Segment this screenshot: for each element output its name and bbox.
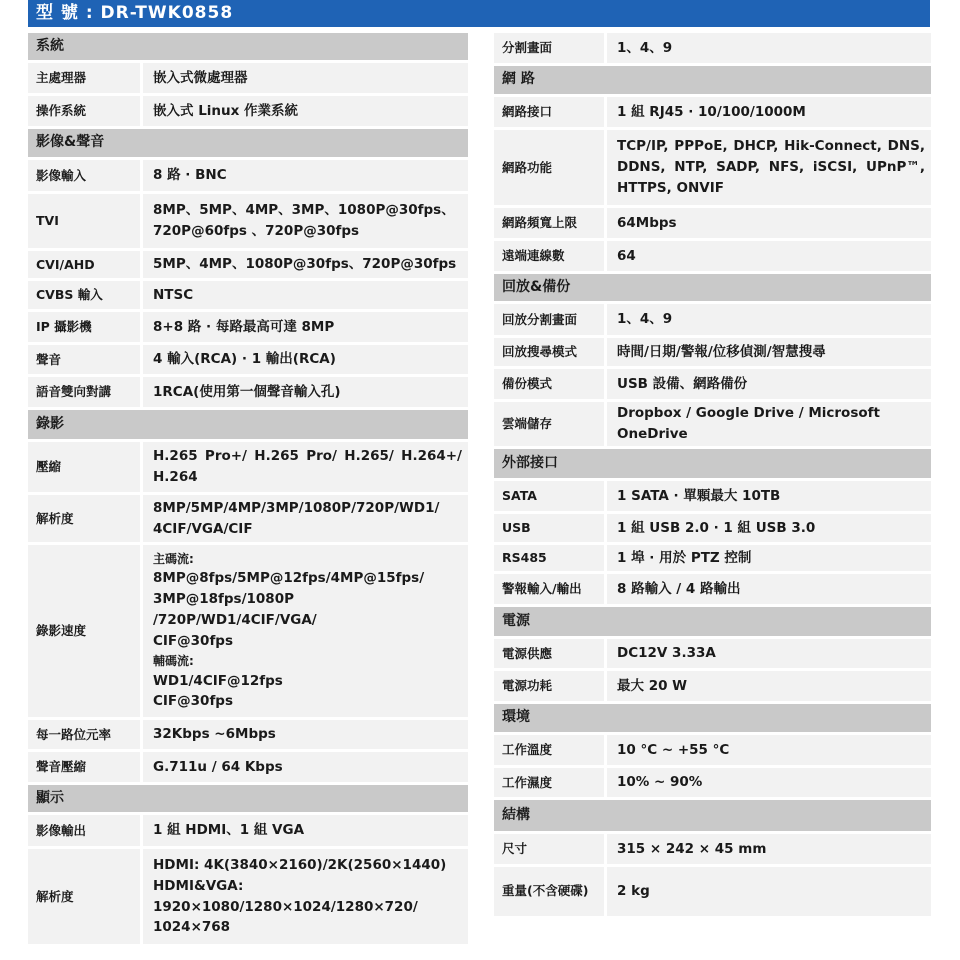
spec-row-record-rate [28, 545, 468, 720]
spec-label: 遠端連線數 [494, 241, 607, 271]
spec-row-operating-temp [494, 735, 931, 768]
spec-label: 解析度 [28, 849, 143, 944]
spec-value-line: Dropbox / Google Drive / Microsoft [617, 405, 880, 422]
spec-value: 10 °C ~ +55 °C [607, 735, 931, 765]
spec-label: 影像輸入 [28, 160, 143, 191]
spec-label: 分割畫面 [494, 33, 607, 63]
spec-row-two-way-talk [28, 377, 468, 410]
spec-value-line: WD1/4CIF@12fps [153, 672, 283, 689]
spec-row-playback-search [494, 338, 931, 369]
spec-row-remote-connections [494, 241, 931, 274]
spec-label: RS485 [494, 545, 607, 571]
spec-value: 5MP、4MP、1080P@30fps、720P@30fps [143, 251, 468, 278]
spec-value-line: 1920×1080/1280×1024/1280×720/ [153, 898, 418, 915]
spec-value: 1 埠 · 用於 PTZ 控制 [607, 545, 931, 571]
spec-value: G.711u / 64 Kbps [143, 752, 468, 782]
section-header-structure: 結構 [494, 800, 931, 834]
spec-label: IP 攝影機 [28, 312, 143, 342]
spec-row-video-input [28, 160, 468, 194]
spec-value-line: OneDrive [617, 426, 688, 442]
spec-label: 網路接口 [494, 97, 607, 127]
spec-row-bitrate [28, 720, 468, 752]
spec-value: 2 kg [607, 867, 931, 916]
spec-row-network-functions [494, 130, 931, 208]
spec-label: 雲端儲存 [494, 402, 607, 446]
model-title: 型 號 : DR-TWK0858 [28, 0, 930, 27]
spec-value: DC12V 3.33A [607, 639, 931, 668]
spec-label: 語音雙向對講 [28, 377, 143, 407]
spec-label: 備份模式 [494, 369, 607, 399]
spec-label: 網路頻寬上限 [494, 208, 607, 238]
spec-row-cpu [28, 63, 468, 96]
spec-value-line: TCP/IP, PPPoE, DHCP, Hik-Connect, DNS, [617, 138, 925, 155]
spec-value: 1、4、9 [607, 304, 931, 335]
spec-row-sata [494, 481, 931, 514]
spec-value [607, 130, 931, 205]
spec-label: CVBS 輸入 [28, 281, 143, 309]
spec-value: USB 設備、網路備份 [607, 369, 931, 399]
spec-value-line: 8MP@8fps/5MP@12fps/4MP@15fps/ [153, 570, 425, 587]
section-header-display: 顯示 [28, 785, 468, 815]
spec-value-line: HDMI: 4K(3840×2160)/2K(2560×1440) [153, 856, 447, 873]
spec-value-line: H.265 Pro+/ H.265 Pro/ H.265/ H.264+/ [153, 448, 462, 465]
spec-label: 錄影速度 [28, 545, 143, 717]
spec-row-cvi-ahd [28, 251, 468, 281]
spec-value-line: 3MP@18fps/1080P /720P/WD1/4CIF/VGA/ [153, 591, 317, 629]
section-header-playback: 回放&備份 [494, 274, 931, 304]
spec-value: 1 組 USB 2.0 · 1 組 USB 3.0 [607, 514, 931, 542]
spec-row-weight [494, 867, 931, 919]
spec-value: NTSC [143, 281, 468, 309]
spec-label: 回放搜尋模式 [494, 338, 607, 366]
spec-row-network-port [494, 97, 931, 130]
section-header-recording: 錄影 [28, 410, 468, 442]
spec-label: 聲音壓縮 [28, 752, 143, 782]
spec-value-line: 8MP/5MP/4MP/3MP/1080P/720P/WD1/ [153, 499, 440, 516]
spec-row-compression [28, 442, 468, 495]
spec-label: 聲音 [28, 345, 143, 374]
spec-value-line: CIF@30fps [153, 633, 234, 649]
spec-value-line: 720P@60fps 、720P@30fps [153, 223, 360, 239]
spec-label: 重量(不含硬碟) [494, 867, 607, 916]
spec-row-usb [494, 514, 931, 545]
spec-label: 壓縮 [28, 442, 143, 492]
spec-value [143, 495, 468, 542]
spec-value [607, 402, 931, 446]
section-header-environment: 環境 [494, 704, 931, 735]
spec-label: TVI [28, 194, 143, 248]
spec-row-cvbs [28, 281, 468, 312]
spec-value: 時間/日期/警報/位移偵測/智慧搜尋 [607, 338, 931, 366]
spec-label: 警報輸入/輸出 [494, 574, 607, 604]
spec-row-alarm-io [494, 574, 931, 607]
spec-value-line: DDNS, NTP, SADP, NFS, iSCSI, UPnP™, [617, 159, 925, 176]
spec-row-backup-mode [494, 369, 931, 402]
spec-row-power-consumption [494, 671, 931, 704]
spec-value [143, 545, 468, 717]
spec-value: 315 × 242 × 45 mm [607, 834, 931, 864]
spec-value: 10% ~ 90% [607, 768, 931, 797]
spec-label: 工作溫度 [494, 735, 607, 765]
section-header-power: 電源 [494, 607, 931, 639]
spec-row-dimensions [494, 834, 931, 867]
spec-value: 64Mbps [607, 208, 931, 238]
spec-value-line: 1024×768 [153, 919, 231, 936]
spec-label: USB [494, 514, 607, 542]
spec-value-line: H.264 [153, 469, 198, 485]
spec-value-line: HDMI&VGA: [153, 877, 244, 894]
spec-value: 8 路 · BNC [143, 160, 468, 191]
spec-value-line: CIF@30fps [153, 693, 234, 710]
section-header-external-ports: 外部接口 [494, 449, 931, 481]
spec-label: 解析度 [28, 495, 143, 542]
spec-value: 8 路輸入 / 4 路輸出 [607, 574, 931, 604]
spec-value [143, 442, 468, 492]
spec-value: 4 輸入(RCA) · 1 輸出(RCA) [143, 345, 468, 374]
section-header-av: 影像&聲音 [28, 129, 468, 160]
spec-row-audio [28, 345, 468, 377]
spec-value: 最大 20 W [607, 671, 931, 701]
spec-row-tvi [28, 194, 468, 251]
spec-value: 64 [607, 241, 931, 271]
spec-label: 影像輸出 [28, 815, 143, 846]
spec-value: 32Kbps ~6Mbps [143, 720, 468, 749]
spec-row-rs485 [494, 545, 931, 574]
spec-label: 工作濕度 [494, 768, 607, 797]
section-header-network: 網 路 [494, 66, 931, 97]
spec-value-line: 8MP、5MP、4MP、3MP、1080P@30fps、 [153, 202, 455, 219]
spec-value-line: 4CIF/VGA/CIF [153, 520, 253, 537]
section-header-system: 系統 [28, 33, 468, 63]
sub-stream-title: 輔碼流: [153, 653, 194, 668]
spec-value [143, 194, 468, 248]
spec-label: 每一路位元率 [28, 720, 143, 749]
spec-value: 1 SATA · 單顆最大 10TB [607, 481, 931, 511]
spec-value: 1 組 HDMI、1 組 VGA [143, 815, 468, 846]
spec-label: SATA [494, 481, 607, 511]
spec-value: 1 組 RJ45 · 10/100/1000M [607, 97, 931, 127]
spec-label: 回放分割畫面 [494, 304, 607, 335]
spec-row-playback-split [494, 304, 931, 338]
spec-value: 1RCA(使用第一個聲音輸入孔) [143, 377, 468, 407]
spec-label: 網路功能 [494, 130, 607, 205]
spec-label: 電源供應 [494, 639, 607, 668]
spec-label: 尺寸 [494, 834, 607, 864]
spec-value: 8+8 路 · 每路最高可達 8MP [143, 312, 468, 342]
right-spec-column [494, 33, 931, 919]
spec-row-cloud-storage [494, 402, 931, 449]
spec-row-split-screen [494, 33, 931, 66]
spec-row-ip-camera [28, 312, 468, 345]
spec-value-line: HTTPS, ONVIF [617, 179, 724, 196]
spec-row-record-resolution [28, 495, 468, 545]
spec-value [143, 849, 468, 944]
spec-row-video-output [28, 815, 468, 849]
spec-value: 嵌入式 Linux 作業系統 [143, 96, 468, 126]
spec-row-operating-humidity [494, 768, 931, 800]
spec-row-audio-compression [28, 752, 468, 785]
spec-value: 1、4、9 [607, 33, 931, 63]
left-spec-column [28, 33, 468, 947]
spec-row-bandwidth [494, 208, 931, 241]
spec-value: 嵌入式微處理器 [143, 63, 468, 93]
spec-label: 電源功耗 [494, 671, 607, 701]
main-stream-title: 主碼流: [153, 551, 194, 566]
spec-row-power-supply [494, 639, 931, 671]
spec-row-os [28, 96, 468, 129]
spec-label: CVI/AHD [28, 251, 143, 278]
spec-row-display-resolution [28, 849, 468, 947]
spec-label: 主處理器 [28, 63, 143, 93]
spec-label: 操作系統 [28, 96, 143, 126]
